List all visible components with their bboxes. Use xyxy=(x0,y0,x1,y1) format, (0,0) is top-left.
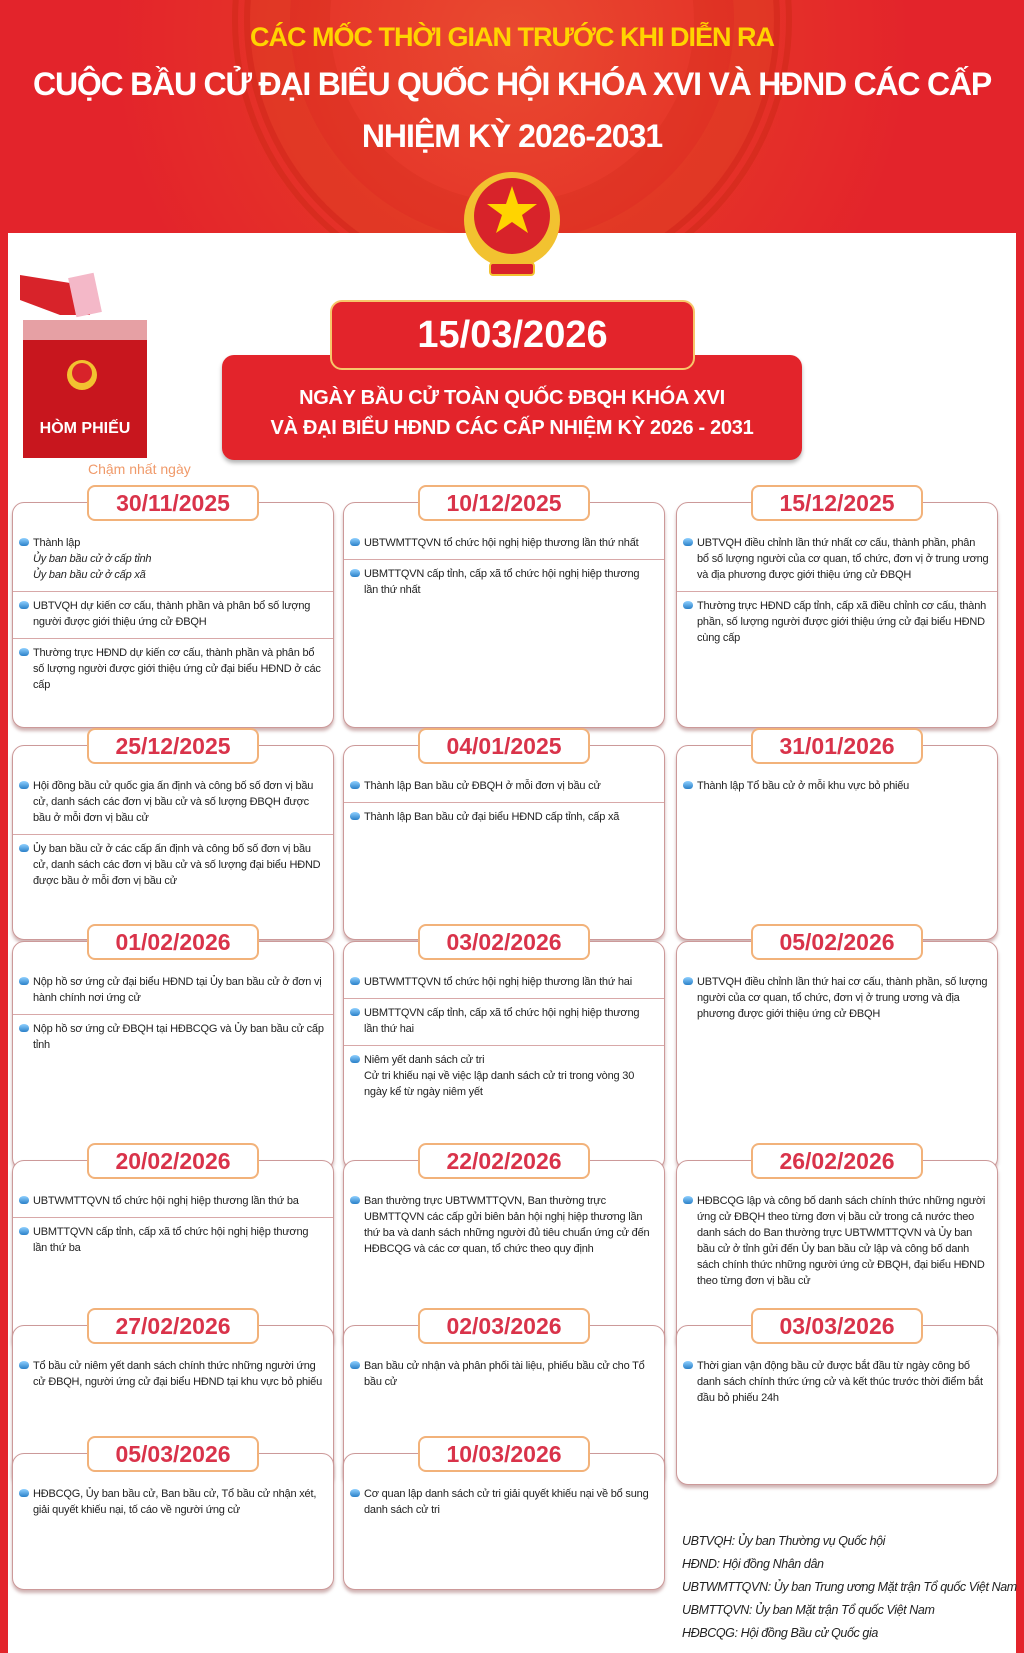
item-text: UBMTTQVN cấp tỉnh, cấp xã tổ chức hội nghị hiệp thương lần thứ nhất xyxy=(364,568,640,596)
milestone-card xyxy=(676,490,998,728)
milestone-date: 22/02/2026 xyxy=(418,1143,590,1179)
item-text: Nộp hồ sơ ứng cử ĐBQH tại HĐBCQG và Ủy ban bầu cử cấp tỉnh xyxy=(33,1023,324,1051)
milestone-item xyxy=(344,1480,664,1526)
item-text: UBTWMTTQVN tổ chức hội nghị hiệp thương lần thứ ba xyxy=(33,1195,299,1207)
milestone-item xyxy=(13,1218,333,1264)
ballot-box-label: HÒM PHIẾU xyxy=(39,420,131,437)
bullet-icon xyxy=(19,781,29,789)
milestone-card xyxy=(343,733,665,940)
title-line-2: CUỘC BẦU CỬ ĐẠI BIỂU QUỐC HỘI KHÓA XVI VÀ HĐND CÁC CẤP xyxy=(33,66,991,102)
milestone-item xyxy=(13,835,333,897)
title-line-1: CÁC MỐC THỜI GIAN TRƯỚC KHI DIỄN RA xyxy=(250,22,774,52)
item-text: Ủy ban bầu cử ở các cấp ấn định và công bố số đơn vị bầu cử, danh sách các đơn vị bầu cử và số lượng đại biểu HĐND được bầu ở mỗi đơn vị bầu cử xyxy=(33,843,321,887)
bullet-icon xyxy=(350,1055,360,1063)
milestone-card xyxy=(12,929,334,1170)
milestone-date: 30/11/2025 xyxy=(87,485,259,521)
item-text: Thời gian vận động bầu cử được bắt đầu từ ngày công bố danh sách chính thức ứng cử và kết thúc trước thời điểm bắt đầu bỏ phiếu 24h xyxy=(697,1360,983,1404)
milestone-date: 15/12/2025 xyxy=(751,485,923,521)
bullet-icon xyxy=(19,1024,29,1032)
election-line-2: VÀ ĐẠI BIỂU HĐND CÁC CẤP NHIỆM KỲ 2026 - 2031 xyxy=(270,417,754,439)
milestone-item xyxy=(13,772,333,835)
milestone-date: 25/12/2025 xyxy=(87,728,259,764)
legend-item: HĐND: Hội đồng Nhân dân xyxy=(682,1557,824,1571)
milestone-item xyxy=(13,592,333,639)
item-text: UBTVQH điều chỉnh lần thứ hai cơ cấu, thành phần, số lượng người của cơ quan, tổ chức, đơn vị ở trung ương và địa phương được giới thiệu ứng cử ĐBQH xyxy=(697,976,988,1020)
milestone-date: 10/12/2025 xyxy=(418,485,590,521)
bullet-icon xyxy=(683,1361,693,1369)
item-text: Nộp hồ sơ ứng cử đại biểu HĐND tại Ủy ban bầu cử ở đơn vị hành chính nơi ứng cử xyxy=(33,976,322,1004)
milestone-item xyxy=(344,1046,664,1108)
election-day-box xyxy=(222,355,802,460)
milestone-item xyxy=(677,1187,997,1297)
bullet-icon xyxy=(350,569,360,577)
milestone-date: 20/02/2026 xyxy=(87,1143,259,1179)
milestone-card xyxy=(343,1441,665,1590)
item-text: UBTWMTTQVN tổ chức hội nghị hiệp thương lần thứ hai xyxy=(364,976,632,988)
bullet-icon xyxy=(350,538,360,546)
item-text: Hội đồng bầu cử quốc gia ấn định và công bố số đơn vị bầu cử, danh sách các đơn vị bầu cử và số lượng ĐBQH được bầu ở mỗi đơn vị bầu cử xyxy=(33,780,314,824)
milestone-item xyxy=(677,592,997,654)
milestone-date: 05/03/2026 xyxy=(87,1436,259,1472)
national-emblem-icon xyxy=(458,168,566,280)
milestone-item xyxy=(13,639,333,701)
item-text: Niêm yết danh sách cử tri xyxy=(364,1054,485,1066)
milestone-date: 10/03/2026 xyxy=(418,1436,590,1472)
milestone-item xyxy=(13,1187,333,1218)
milestone-item xyxy=(13,1015,333,1061)
milestone-item xyxy=(13,529,333,592)
milestone-date: 03/02/2026 xyxy=(418,924,590,960)
milestone-card xyxy=(676,733,998,940)
milestone-date: 01/02/2026 xyxy=(87,924,259,960)
milestone-card xyxy=(12,733,334,940)
item-text: Cơ quan lập danh sách cử tri giải quyết khiếu nại về bổ sung danh sách cử tri xyxy=(364,1488,649,1516)
item-text: UBTVQH điều chỉnh lần thứ nhất cơ cấu, thành phần, phân bổ số lượng người của cơ quan, tổ chức, đơn vị ở trung ương và địa phương được giới thiệu ứng cử ĐBQH xyxy=(697,537,989,581)
bullet-icon xyxy=(683,1196,693,1204)
item-subtext: Ủy ban bầu cử ở cấp tỉnh xyxy=(33,553,152,565)
milestone-date: 31/01/2026 xyxy=(751,728,923,764)
milestone-card xyxy=(676,1313,998,1485)
milestone-card xyxy=(12,490,334,728)
bullet-icon xyxy=(19,538,29,546)
bullet-icon xyxy=(19,601,29,609)
item-text: UBTVQH dự kiến cơ cấu, thành phần và phân bổ số lượng người được giới thiệu ứng cử ĐBQH xyxy=(33,600,311,628)
item-text: Thành lập xyxy=(33,537,81,549)
milestone-item xyxy=(677,772,997,802)
milestone-item xyxy=(344,560,664,606)
item-text: Thường trực HĐND dự kiến cơ cấu, thành phần và phân bổ số lượng người được giới thiệu ứng cử đại biểu HĐND ở các cấp xyxy=(33,647,321,691)
bullet-icon xyxy=(350,1008,360,1016)
bullet-icon xyxy=(350,1489,360,1497)
milestone-item xyxy=(677,968,997,1030)
deadline-label: Chậm nhất ngày xyxy=(88,461,191,477)
bullet-icon xyxy=(683,977,693,985)
item-text: HĐBCQG lập và công bố danh sách chính thức những người ứng cử ĐBQH theo từng đơn vị bầu cử trong cả nước theo danh sách do Ban thường trực UBTWMTTQVN và Ủy ban bầu cử ở tỉnh gửi đến Ủy ban bầu cử lập và công bố danh sách chính thức những người ứng cử ĐBQH, đại biểu HĐND theo từng đơn vị bầu cử xyxy=(697,1195,986,1287)
milestone-item xyxy=(344,803,664,833)
milestone-item xyxy=(677,529,997,592)
milestone-item xyxy=(344,772,664,803)
bullet-icon xyxy=(683,781,693,789)
election-date: 15/03/2026 xyxy=(330,300,695,370)
milestone-date: 27/02/2026 xyxy=(87,1308,259,1344)
milestone-date: 04/01/2025 xyxy=(418,728,590,764)
legend-item: UBTWMTTQVN: Ủy ban Trung ương Mặt trận Tổ quốc Việt Nam xyxy=(682,1580,1017,1594)
item-text: UBMTTQVN cấp tỉnh, cấp xã tổ chức hội nghị hiệp thương lần thứ ba xyxy=(33,1226,309,1254)
election-line-1: NGÀY BẦU CỬ TOÀN QUỐC ĐBQH KHÓA XVI xyxy=(299,387,725,409)
milestone-item xyxy=(677,1352,997,1414)
bullet-icon xyxy=(350,1361,360,1369)
bullet-icon xyxy=(19,844,29,852)
item-text: UBTWMTTQVN tổ chức hội nghị hiệp thương lần thứ nhất xyxy=(364,537,639,549)
bullet-icon xyxy=(683,601,693,609)
milestone-item xyxy=(344,529,664,560)
item-subtext: Cử tri khiếu nại về việc lập danh sách cử tri trong vòng 30 ngày kể từ ngày niêm yết xyxy=(364,1070,635,1098)
bullet-icon xyxy=(350,977,360,985)
milestone-item xyxy=(13,1352,333,1398)
bullet-icon xyxy=(19,648,29,656)
item-text: Thành lập Tổ bầu cử ở mỗi khu vực bỏ phiếu xyxy=(697,780,910,792)
bullet-icon xyxy=(19,1227,29,1235)
abbreviation-legend xyxy=(682,1530,1017,1645)
item-text: Thường trực HĐND cấp tỉnh, cấp xã điều chỉnh cơ cấu, thành phần, số lượng người được giới thiệu ứng cử đại biểu HĐND cùng cấp xyxy=(697,600,987,644)
milestone-card xyxy=(12,1441,334,1590)
item-text: Thành lập Ban bầu cử ĐBQH ở mỗi đơn vị bầu cử xyxy=(364,780,601,792)
milestone-date: 05/02/2026 xyxy=(751,924,923,960)
title-line-3: NHIỆM KỲ 2026-2031 xyxy=(361,118,663,154)
legend-item: HĐBCQG: Hội đồng Bầu cử Quốc gia xyxy=(682,1626,878,1640)
item-subtext: Ủy ban bầu cử ở cấp xã xyxy=(33,569,146,581)
item-text: Thành lập Ban bầu cử đại biểu HĐND cấp tỉnh, cấp xã xyxy=(364,811,620,823)
bullet-icon xyxy=(350,781,360,789)
milestone-date: 26/02/2026 xyxy=(751,1143,923,1179)
milestone-card xyxy=(676,929,998,1170)
bullet-icon xyxy=(19,1196,29,1204)
milestone-item xyxy=(344,1187,664,1265)
item-text: Ban bầu cử nhận và phân phối tài liệu, phiếu bầu cử cho Tổ bầu cử xyxy=(364,1360,645,1388)
milestone-item xyxy=(344,1352,664,1398)
milestone-date: 03/03/2026 xyxy=(751,1308,923,1344)
milestone-card xyxy=(343,929,665,1170)
milestone-date: 02/03/2026 xyxy=(418,1308,590,1344)
milestone-item xyxy=(344,999,664,1046)
item-text: Ban thường trực UBTWMTTQVN, Ban thường trực UBMTTQVN các cấp gửi biên bản hội nghị hiệp thương lần thứ ba và danh sách những người đủ tiêu chuẩn ứng cử đến HĐBCQG và các cơ quan, tổ chức theo quy định xyxy=(364,1195,650,1255)
item-text: HĐBCQG, Ủy ban bầu cử, Ban bầu cử, Tổ bầu cử nhận xét, giải quyết khiếu nại, tố cáo về người ứng cử xyxy=(33,1488,317,1516)
bullet-icon xyxy=(19,977,29,985)
item-text: Tổ bầu cử niêm yết danh sách chính thức những người ứng cử ĐBQH, người ứng cử đại biểu HĐND tại khu vực bỏ phiếu xyxy=(33,1360,323,1388)
item-text: UBMTTQVN cấp tỉnh, cấp xã tổ chức hội nghị hiệp thương lần thứ hai xyxy=(364,1007,640,1035)
milestone-item xyxy=(13,968,333,1015)
milestone-card xyxy=(343,490,665,728)
legend-item: UBMTTQVN: Ủy ban Mặt trận Tổ quốc Việt Nam xyxy=(682,1603,935,1617)
legend-item: UBTVQH: Ủy ban Thường vụ Quốc hội xyxy=(682,1534,886,1548)
bullet-icon xyxy=(19,1361,29,1369)
bullet-icon xyxy=(350,1196,360,1204)
bullet-icon xyxy=(350,812,360,820)
milestone-item xyxy=(344,968,664,999)
bullet-icon xyxy=(19,1489,29,1497)
milestone-item xyxy=(13,1480,333,1526)
bullet-icon xyxy=(683,538,693,546)
